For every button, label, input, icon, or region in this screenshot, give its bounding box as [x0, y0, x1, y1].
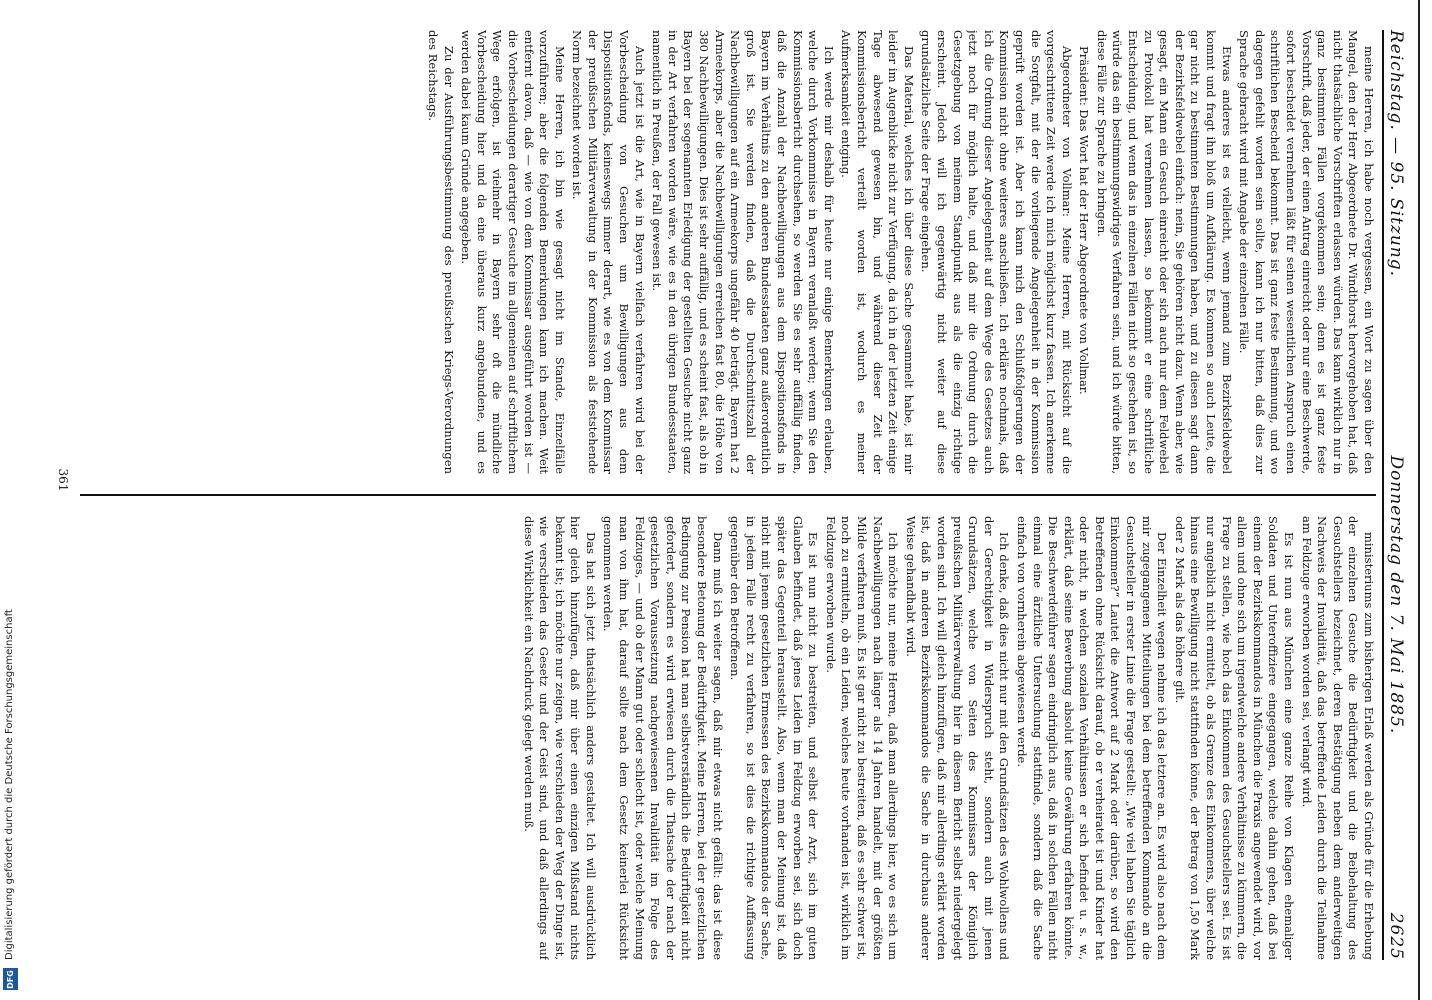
paragraph: Ich denke, daß dies nicht nur mit den Grundsätzen des Wohlwollens und der Gerechtigkeit in Widerspruch steht, sondern auch mit jenen Grundsätzen, welche von Seiten des Kommissars der Königlich preußischen Militärverwaltung hier in diesem Bericht selbst niedergelegt worden sind. Ich will gleich hinzufügen, daß mir allerdings erklärt worden ist, daß in anderen Bezirkskommandos die Sache in durchaus anderer Weise gehandhabt wird. — [903, 516, 1012, 960]
page-header — [1386, 30, 1426, 960]
paragraph: Es ist nun nicht zu bestreiten, und selbst der Arzt, sich im guten Glauben befindet, daß jenes Leiden im Feldzug erworben sei, sich doch später das Gegenteil herausstellt. Also, wenn man der Meinung ist, daß nicht mit jenem gesetzlichen Ermessen des Bezirkskommandos der Sache, in jedem Falle recht zu verfahren, so ist dies die richtige Auffassung gegenüber den Betroffenen. — [728, 516, 821, 960]
paragraph: Meine Herren, ich bin wie gesagt nicht im Stande, Einzelfälle vorzuführen; aber die folgenden Bemerkungen kann ich machen. Weit entfernt davon, daß — wie von dem Kommissar ausgeführt worden ist — die Vorbescheidungen derartiger Gesuche im allgemeinen auf schriftlichem Wege erfolgen, ist vielmehr in Bayern sehr oft die mündliche Vorbescheidung hier und da eine überaus kurz angebundene, und es werden dabei kaum Gründe angegeben. — [459, 30, 567, 474]
paragraph: Abgeordneter von Vollmar: Meine Herren, mit Rücksicht auf die vorgeschrittene Zeit werde ich mich möglichst kurz fassen. Ich anerkenne die Sorgfalt, mit der die vorliegende Angelegenheit in der Kommission geprüft worden ist. Aber ich kann mich den Schlußfolgerungen der Kommission nicht ohne weiteres anschließen. Ich erkläre nochmals, daß ich die Ordnung dieser Angelegenheit auf dem Wege des Gesetzes auch jetzt noch für möglich halte, und daß mir die Ordnung durch die Gesetzgebung von meinem Standpunkt aus als die einzig richtige erscheint. Jedoch will ich gegenwärtig nicht weiter auf diese grundsätzliche Seite der Frage eingehen. — [919, 30, 1074, 474]
left-column — [80, 30, 1376, 474]
digitization-notice: Digitalisierung gefördert durch die Deutsche Forschungsgemeinschaft — [4, 609, 15, 960]
page-number: 2625 — [1386, 912, 1406, 960]
paragraph: Präsident: Das Wort hat der Herr Abgeordnete von Vollmar. — [1077, 46, 1092, 395]
digitization-gutter — [0, 0, 22, 1000]
paragraph: ministeriums zum bisherigen Erlaß werden als Gründe für die Erhebung der einzelnen Gesuche die Bedürftigkeit und die Beibehaltung des Gesuchstellers bezeichnet, deren Bestätigung neben dem anderweitigen Nachweis der Invalidität, daß das betreffende Leiden durch die Teilnahme am Feldzuge erworben worden sei, verlangt wird. — [1299, 516, 1376, 960]
paragraph: Das hat sich jetzt thatsächlich anders gestaltet. Ich will ausdrücklich hier gleich hinzufügen, daß mir über einen einzigen Mißstand nichts bekannt ist; ich möchte nur zeigen, wie verschieden der Weg der Dinge ist, wie verschieden das Gesetz und der Geist sind, und daß allerdings auf diese Wirklichkeit ein Nachdruck gelegt werden muß. — [521, 516, 598, 960]
paragraph: Etwas anderes ist es vielleicht, wenn jemand zum Bezirksfeldwebel kommt und fragt ihn bloß um Aufklärung. Es kommen so auch Leute, die gar nicht zu bestimmten Bestimmungen haben, und zu diesen sagt dann der Bezirksfeldwebel einfach: nein, Sie gehören nicht dazu. Wenn aber, wie gesagt, ein Mann ein Gesuch einreicht oder sich auch nur dem Feldwebel zu Protokoll hat vernehmen lassen, so bekommt er eine schriftliche Entscheidung, und wenn das in einzelnen Fällen nicht so geschehen ist, so würde das ein bestimmungswidriges Verfahren sein, und ich würde bitten, diese Fälle zur Sprache zu bringen. — [1094, 30, 1234, 474]
paragraph: Ich werde mir deshalb für heute nur einige Bemerkungen erlauben, welche durch Vorkommnisse in Bayern veranlaßt werden; wenn Sie den Kommissionsbericht durchsehen, so werden Sie es sehr auffällig finden, daß die Anzahl der Nachbewilligungen aus dem Dispositionsfonds in Bayern im Verhältnis zu den anderen Bundesstaaten ganz außerordentlich groß ist. Sie werden finden, daß die Durchschnittszahl der Nachbewilligungen auf ein Armeekorps ungefähr 40 beträgt. Bayern hat 2 Armeekorps, aber die Nachbewilligungen erreichen fast 80, die Höhe von 380 Nachbewilligungen. Dies ist sehr auffällig, und es scheint fast, als ob in Bayern bei der sogenannten Erledigung der gestellten Gesuche nicht ganz in der Art verfahren worden wäre, wie es in den übrigen Bundesstaaten, namentlich in Preußen, der Fall gewesen ist. — [650, 30, 836, 474]
paragraph: meine Herren, ich habe noch vergessen, ein Wort zu sagen über den Mangel, den der Herr Abgeordnete Dr. Windthorst hervorgehoben hat, daß nicht thatsächliche Vorschriften erlassen würden. Das kann wirklich nur in ganz bestimmten Fällen vorgekommen sein; denn es ist ganz feste Vorschrift, daß jeder, der einen Antrag einreicht oder nur eine Beschwerde, sofort bescheidet vernehmen läßt für seinen wesentlichen Anspruch einen schriftlichen Bescheid bekommt. Das ist ganz feste Bestimmung, und wo dagegen gefehlt worden sein sollte, kann ich nur bitten, daß dies zur Sprache gebracht wird mit Angabe der einzelnen Fälle. — [1237, 30, 1376, 474]
header-session: Reichstag. — 95. Sitzung. — [1386, 30, 1406, 278]
folio-number: 361 — [56, 468, 70, 492]
text-columns — [80, 30, 1376, 960]
paragraph: Der Einzelheit wegen nehme ich das letztere an. Es wird also nach dem mir zugegangenen Mitteilungen bei dem betreffenden Kommando an die Gesuchsteller in erster Linie die Frage gestellt: „Wie viel haben Sie täglich Einkommen?“ Lautet die Antwort auf 2 Mark oder darüber, so wird den Betreffenden ohne Rücksicht darauf, ob er verheiratet ist und Kinder hat oder nicht, in welchen sozialen Verhältnissen er sich befindet u. s. w., erklärt, daß seine Bewerbung absolut keine Gewährung erfahren könnte. Die Beschwerdeführer sagen eindringlich aus, daß in solchen Fällen nicht einmal eine ärztliche Untersuchung stattfinde, sondern daß die Sache einfach von vornherein abgewiesen werde. — [1014, 516, 1170, 960]
scanned-page — [40, 0, 1432, 1000]
dfg-logo: DFG — [3, 968, 18, 990]
paragraph: Dann muß ich weiter sagen, daß mir etwas nicht gefällt: das ist diese besondere Betonung der Bedürftigkeit. Meine Herren, bei der gesetzlichen Bedingung zur Pension hat man selbstverständlich die Bedürftigkeit nicht gefordert, sondern es wird erwiesen durch die Thatsache der nach der gesetzlichen Voraussetzung nachgewiesenen Invalidität im Folge des Feldzuges, — und ob der Mann gut oder schlecht ist, oder welche Meinung man von ihm hat, darauf sollte nach dem Gesetz keinerlei Rücksicht genommen werden. — [601, 516, 725, 960]
header-rule — [1382, 30, 1384, 960]
paragraph: Es ist nun aus München eine ganze Reihe von Klagen ehemaliger Soldaten und Unteroffiziere eingegangen, welche dahin gehen, daß bei einem der Bezirkskommandos in München die Praxis angewendet wird, vor allem und ohne sich um irgendwelche andere Verhältnisse zu kümmern, die Frage zu stellen, wie hoch das Einkommen des Gesuchstellers sei. Es ist nur angeblich nicht ermittelt, ob als Grenze des Einkommens, über welche hinaus eine Bewilligung nicht stattfinden könne, der Betrag von 1,50 Mark oder 2 Mark als das höhere gilt. — [1172, 516, 1297, 960]
paragraph: Auch jetzt ist die Art, wie in Bayern vielfach verfahren wird bei der Vorbescheidung von Gesuchen um Bewilligungen aus dem Dispositionsfonds, keineswegs immer derart, wie es von dem Kommissar der preußischen Militärverwaltung in der Kommission als feststehende Norm bezeichnet worden ist. — [570, 30, 647, 474]
right-column — [80, 516, 1376, 960]
paragraph: Zu der Ausführungsbestimmung des preußischen Kriegs-Verordnungen des Reichstags. — [425, 30, 456, 474]
page-edge-rule — [1418, 0, 1420, 1000]
header-date: Donnerstag den 7. Mai 1885. — [1386, 455, 1406, 735]
column-divider — [80, 494, 1376, 496]
rotated-page-content — [40, 0, 1432, 1000]
paragraph: Ich möchte nur, meine Herren, daß man allerdings hier, wo es sich um Nachbewilligungen nach länger als 14 Jahren handelt, mit der größten Milde verfahren muß. Es ist gar nicht zu bestreiten, daß es sehr schwer ist, noch zu ermitteln, ob ein Leiden, welches heute vorhanden ist, wirklich im Feldzuge erworben wurde. — [823, 516, 901, 960]
paragraph: Das Material, welches ich über diese Sache gesammelt habe, ist mir leider im Augenblicke nicht zur Verfügung, da ich in der letzten Zeit einige Tage abwesend gewesen bin, und während dieser Zeit der Kommissionsbericht verteilt worden ist, wodurch es meiner Aufmerksamkeit entging. — [839, 30, 916, 474]
